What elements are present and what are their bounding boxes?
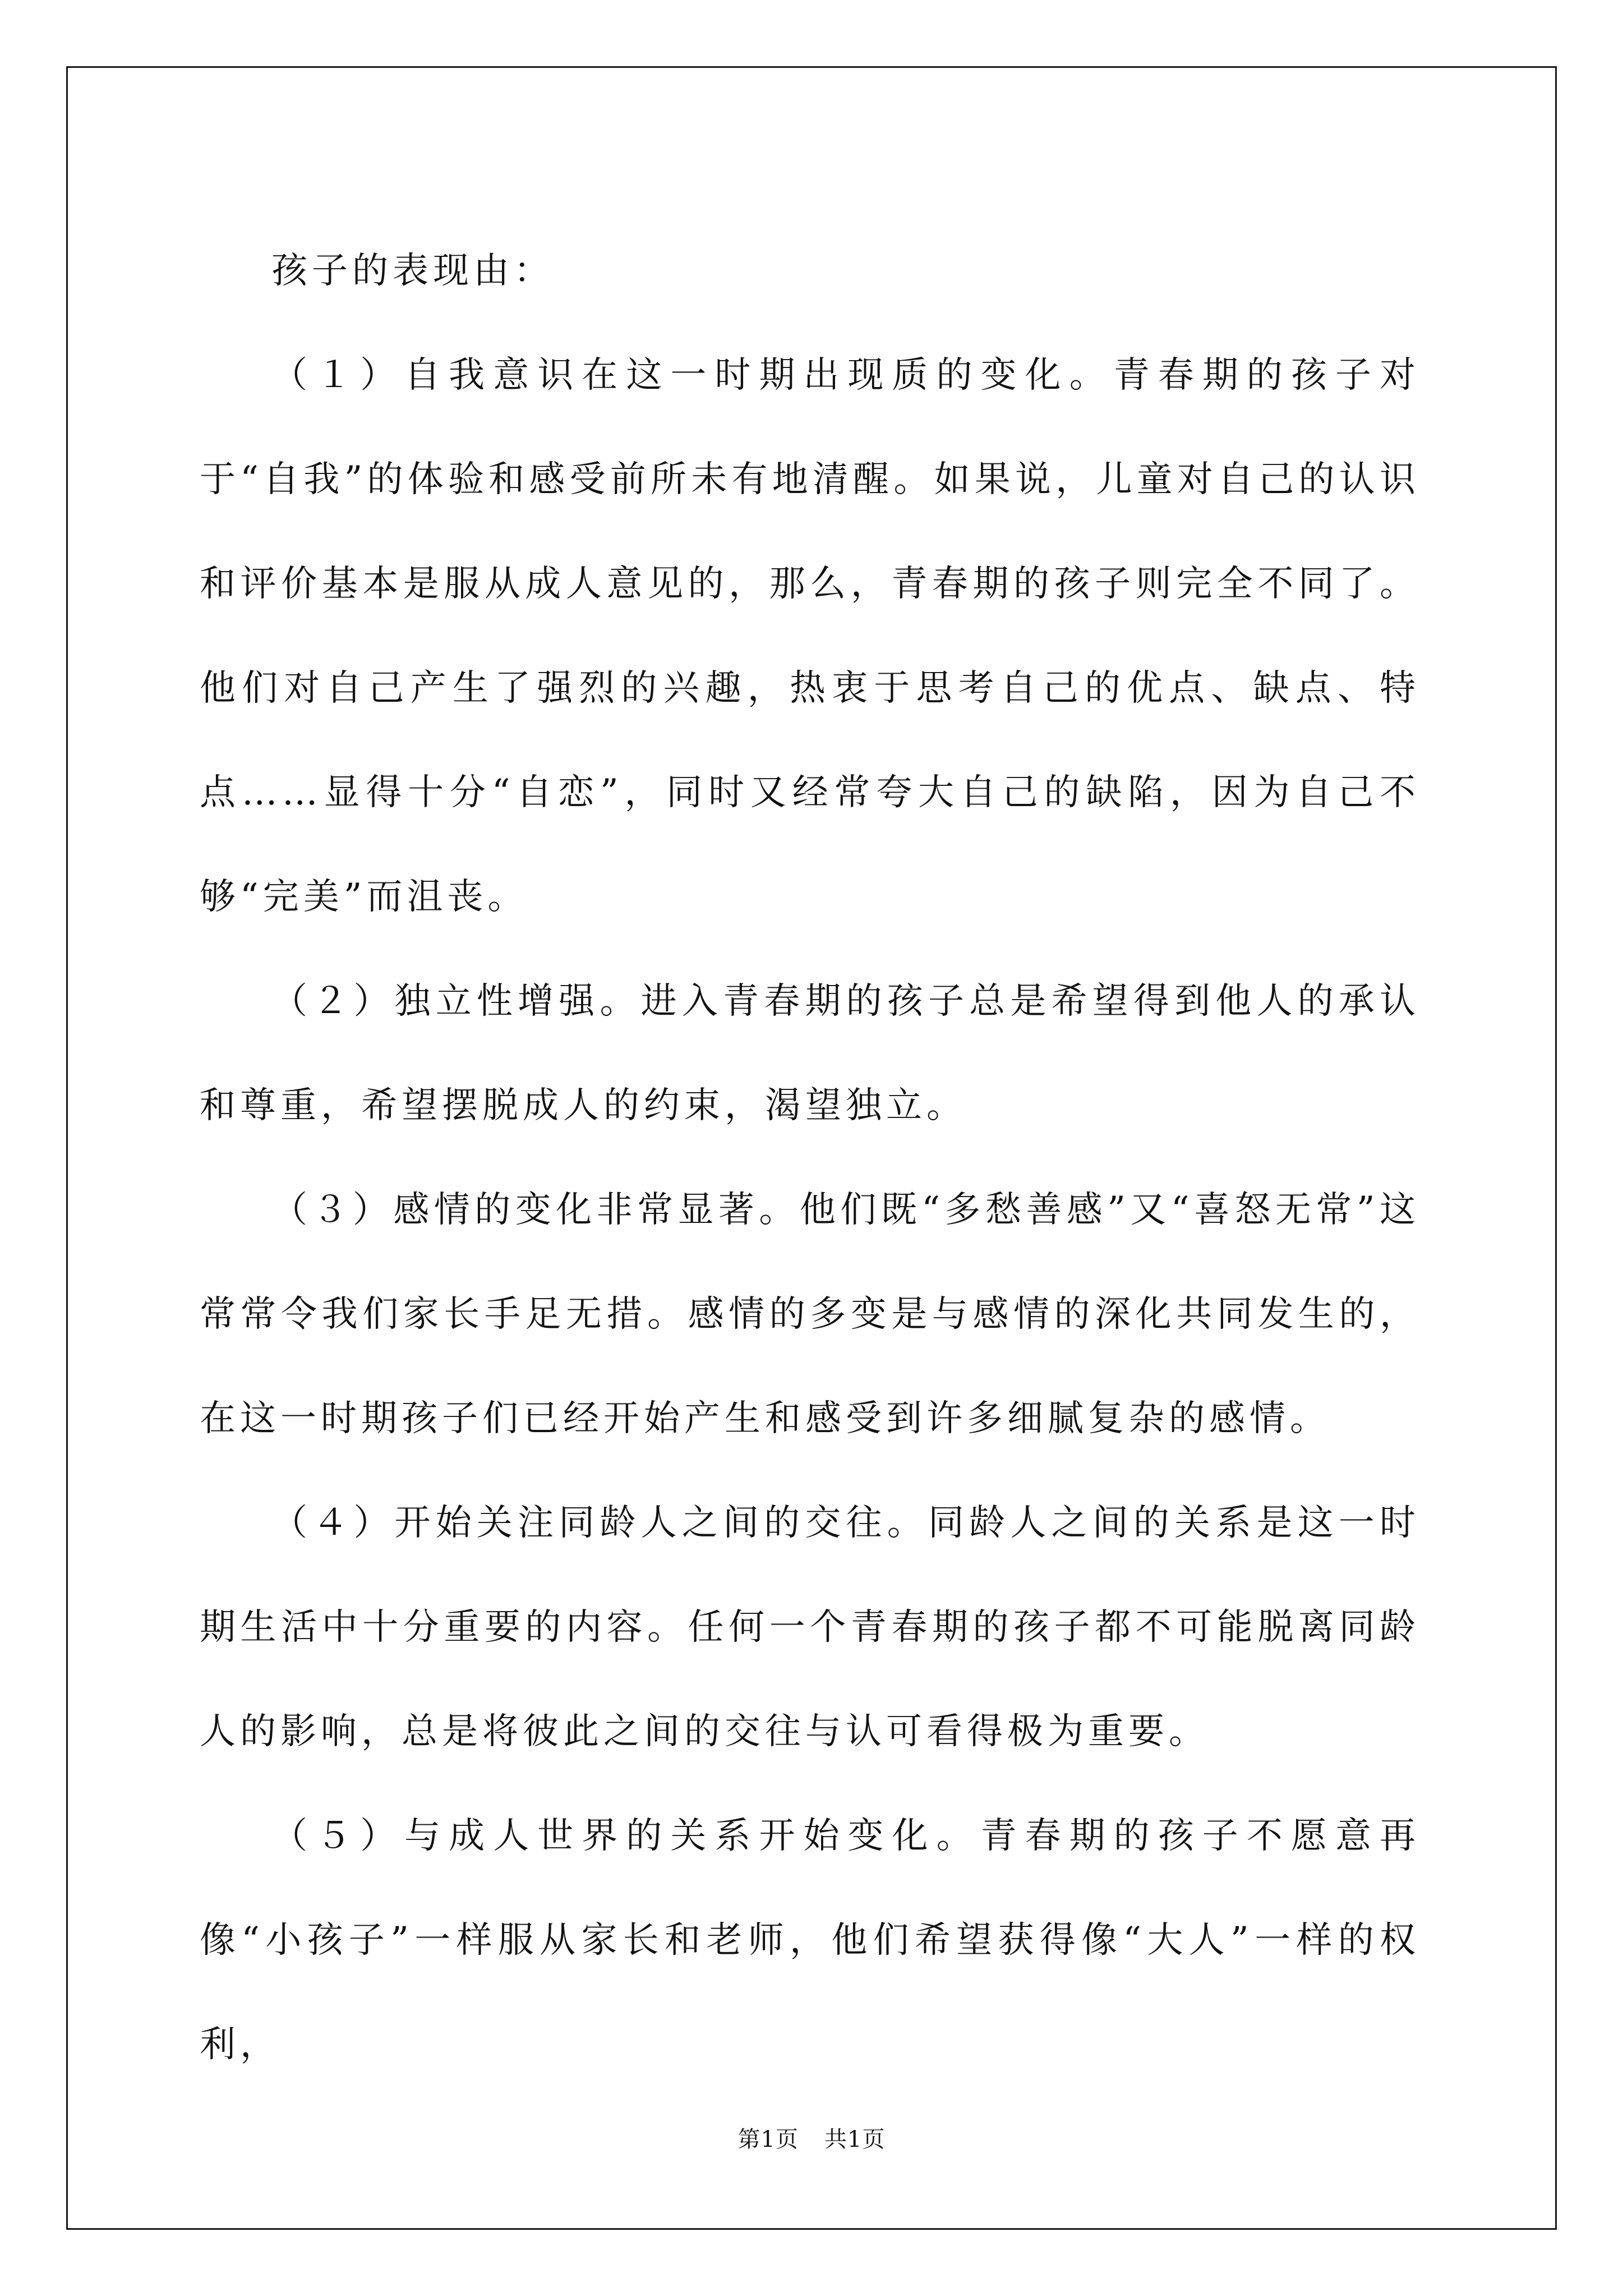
- paragraph-1-self-awareness: （１）自我意识在这一时期出现质的变化。青春期的孩子对于“自我”的体验和感受前所未有地清醒。如果说，儿童对自己的认识和评价基本是服从成人意见的，那么，青春期的孩子则完全不同了。他们对自己产生了强烈的兴趣，热衷于思考自己的优点、缺点、特点……显得十分“自恋”，同时又经常夸大自己的缺陷，因为自己不够“完美”而沮丧。: [200, 355, 1420, 918]
- paragraph-intro: 孩子的表现由：: [271, 250, 554, 292]
- paragraph-3-emotions: （３）感情的变化非常显著。他们既“多愁善感”又“喜怒无常”这常常令我们家长手足无措。感情的多变是与感情的深化共同发生的，在这一时期孩子们已经开始产生和感受到许多细腻复杂的感情。: [200, 1189, 1420, 1439]
- page-footer: [0, 2124, 1623, 2155]
- page-total: 共1页: [824, 2127, 886, 2152]
- document-body: [200, 219, 1420, 2097]
- paragraph-2-independence: （２）独立性增强。进入青春期的孩子总是希望得到他人的承认和尊重，希望摆脱成人的约束，渴望独立。: [200, 981, 1420, 1126]
- paragraph-5-adult-world: （５）与成人世界的关系开始变化。青春期的孩子不愿意再像“小孩子”一样服从家长和老师，他们希望获得像“大人”一样的权利，: [200, 1815, 1420, 2065]
- paragraph-4-peers: （４）开始关注同龄人之间的交往。同龄人之间的关系是这一时期生活中十分重要的内容。任何一个青春期的孩子都不可能脱离同龄人的影响，总是将彼此之间的交往与认可看得极为重要。: [200, 1502, 1420, 1752]
- page-number: 第1页: [737, 2127, 799, 2152]
